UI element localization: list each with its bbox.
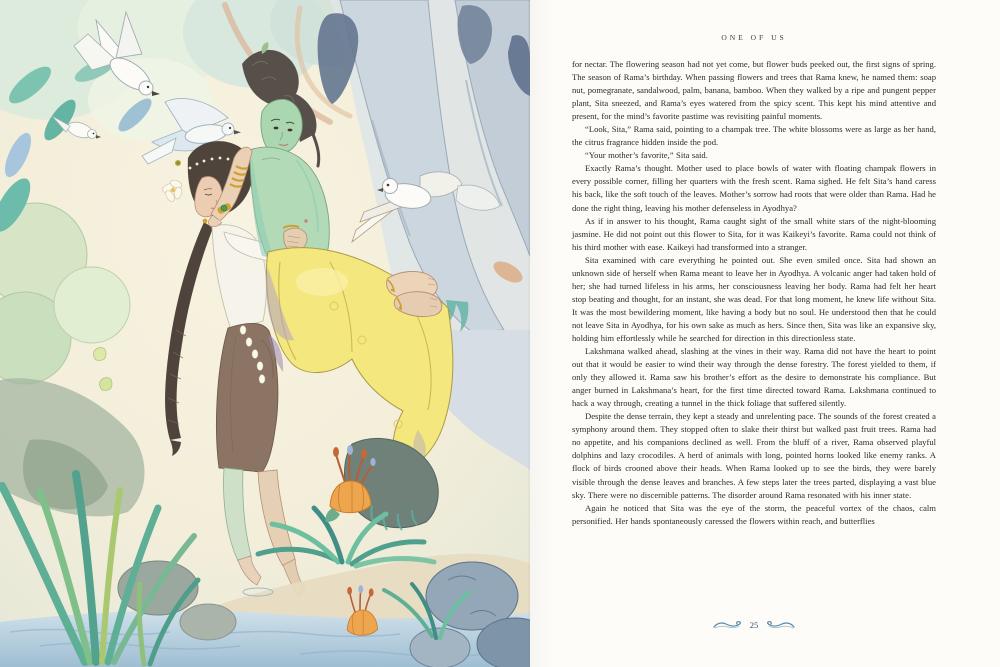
text-page bbox=[572, 33, 936, 528]
page-gutter bbox=[528, 0, 572, 667]
paragraph: “Your mother’s favorite,” Sita said. bbox=[585, 150, 708, 161]
paragraph: for nectar. The flowering season had not yet come, but flower buds peeked out, the first signs of spring. The season of Rama’s birthday. When passing flowers and trees that Rama knew, he named them: soap nut, pomegranate, sandalwood, palm, banana, bamboo. When they walked by a ripe and pungent pepper plant, Sita sneezed, and Rama’s eyes watered from the spicy scent. This kept his mind attentive and present, for the mind’s favorite pastime was revisiting painful moments. bbox=[572, 59, 936, 122]
flourish-left-icon bbox=[713, 620, 743, 630]
paragraph: Sita examined with care everything he pointed out. She even smiled once. Sita had shown an unknown side of herself when Rama meant to leave her in Ayodhya. A volcanic anger had taken hold of her; she had turned lifeless in his arms, her consciousness leaving her body. Rama had felt her heart stop beating and thought, for an instant, she was dead. For that long moment, he knew life without Sita. It was the most bewildering moment, like having a body but no soul. He understood then that he could not leave Sita in Ayodhya, for his own sake as much as hers. Since then, Sita was like an expansive sky, holding him effortlessly while he searched for direction in this directionless state. bbox=[572, 254, 936, 343]
paragraph: Again he noticed that Sita was the eye of the storm, the peaceful vortex of the chaos, calm personified. Her hands spontaneously caressed the flowers within reach, and butterflies bbox=[572, 502, 936, 526]
paragraph: As if in answer to his thought, Rama caught sight of the small white stars of the night-blooming jasmine. He did not point out this flower to Sita, for it was Kaikeyi’s favorite. Rama could not think of his third mother with ease. Kaikeyi had transformed into a stranger. bbox=[572, 215, 936, 252]
body-text bbox=[572, 58, 936, 528]
paragraph: Exactly Rama’s thought. Mother used to place bowls of water with floating champak flowers in every possible corner, filling her quarters with the fresh scent. Rama sighed. He felt Sita’s hand caress his back, like the soft touch of the leaves. Mother’s sorrow had roots that were older than Rama. Had he done the right thing, leaving his mother defenseless in Ayodhya? bbox=[572, 163, 936, 213]
flourish-right-icon bbox=[765, 620, 795, 630]
running-header: ONE OF US bbox=[721, 33, 787, 42]
paragraph: Lakshmana walked ahead, slashing at the vines in their way. Rama did not have the heart to point out that it would be easier to wind their way through the dense forestry. The forest yielded to them, if only they allowed it. Rama saw his brother’s effort as the desire to demonstrate his compliance. But anger burned in Lakshmana’s heart, for the first time directed toward Rama. Lakshmana continued to hack a way through, creating a tunnel in the thick foliage that suffered silently. bbox=[572, 346, 936, 409]
paragraph: “Look, Sita,” Rama said, pointing to a champak tree. The white blossoms were as large as her hand, the citrus fragrance hidden inside the pod. bbox=[572, 124, 936, 148]
page-number: 25 bbox=[749, 620, 759, 630]
paragraph: Despite the dense terrain, they kept a steady and unrelenting pace. The sounds of the forest created a symphony around them. They stopped often to slake their thirst but walked past fruit trees. Rama had no appetite, and his companions declined as well. From the bluff of a river, Rama observed playful dolphins and lazy crocodiles. A herd of animals with long, pointed horns looked like enemy ranks. A flock of birds crooned above their heads. When Rama looked up to see the birds, they were barely visible through the dense leaves and branches. A few steps later the trees parted, displaying a vast blue sky. There were no discernible patterns. The disorder around Rama resonated with his inner state. bbox=[572, 411, 936, 500]
sita-earring bbox=[203, 219, 208, 224]
page-footer bbox=[572, 620, 936, 630]
